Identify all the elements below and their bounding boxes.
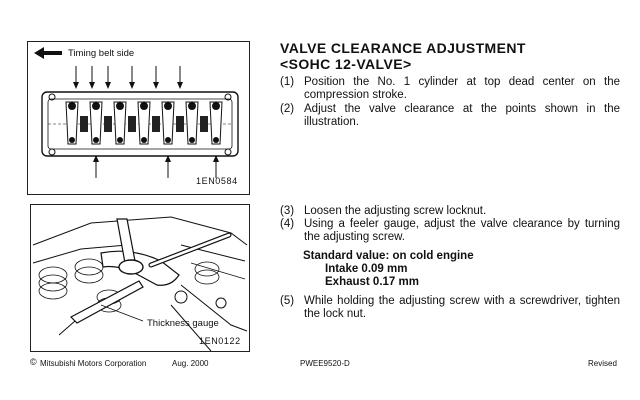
- up-arrow-icon: [213, 155, 219, 178]
- down-arrow-icon: [73, 66, 79, 89]
- step-number: (3): [280, 205, 295, 217]
- down-arrow-icon: [153, 66, 159, 89]
- down-arrow-icon: [89, 66, 95, 89]
- up-arrow-icon: [165, 155, 171, 178]
- inspection-point-arrows-bottom: [93, 155, 219, 178]
- timing-belt-side-label: Timing belt side: [68, 48, 135, 59]
- step-number: (2): [280, 103, 295, 115]
- intake-clearance-value: Intake 0.09 mm: [325, 263, 408, 275]
- standard-value-title: Standard value: on cold engine: [303, 250, 474, 262]
- step-text: Loosen the adjusting screw locknut.: [304, 205, 487, 217]
- exhaust-clearance-value: Exhaust 0.17 mm: [325, 276, 419, 288]
- figure2-code: 1EN0122: [199, 336, 241, 346]
- rocker-arm: [186, 102, 208, 144]
- up-arrow-icon: [93, 155, 99, 178]
- step-text: Using a feeler gauge, adjust the valve clearance by turning the adjusting screw.: [304, 218, 620, 243]
- feeler-gauge-adjustment-figure: [30, 204, 250, 352]
- down-arrow-icon: [105, 66, 111, 89]
- rocker-arm: [66, 102, 88, 144]
- footer-date: Aug. 2000: [172, 359, 209, 368]
- down-arrow-icon: [129, 66, 135, 89]
- step-number: (1): [280, 76, 295, 88]
- down-arrow-icon: [177, 66, 183, 89]
- step-number: (4): [280, 218, 295, 230]
- page-subtitle: <SOHC 12-VALVE>: [280, 56, 412, 72]
- step-text: Position the No. 1 cylinder at top dead center on the compression stroke.: [304, 76, 620, 101]
- footer-company: Mitsubishi Motors Corporation: [40, 359, 147, 368]
- cylinder-head-top-view-figure: [27, 41, 250, 195]
- rocker-arm: [90, 102, 112, 144]
- page-title: VALVE CLEARANCE ADJUSTMENT: [280, 40, 526, 56]
- rocker-arm: [210, 102, 222, 144]
- rocker-arm: [162, 102, 184, 144]
- step-text: Adjust the valve clearance at the points shown in the illustration.: [304, 103, 620, 128]
- inspection-point-arrows-top: [73, 66, 183, 89]
- left-arrow-icon: [34, 47, 62, 59]
- rocker-arm: [138, 102, 160, 144]
- feeler-gauge-adjustment-drawing: [31, 205, 249, 351]
- rocker-arm-group: [66, 102, 222, 144]
- rocker-arm: [114, 102, 136, 144]
- thickness-gauge-callout: Thickness gauge: [147, 318, 219, 329]
- step-text: While holding the adjusting screw with a screwdriver, tighten the lock nut.: [304, 295, 620, 320]
- footer-doc-id: PWEE9520-D: [300, 359, 350, 368]
- step-number: (5): [280, 295, 295, 307]
- footer-status: Revised: [588, 359, 617, 368]
- figure1-code: 1EN0584: [196, 176, 238, 186]
- cylinder-head-top-view-drawing: [28, 42, 249, 194]
- copyright-icon: ©: [30, 357, 37, 367]
